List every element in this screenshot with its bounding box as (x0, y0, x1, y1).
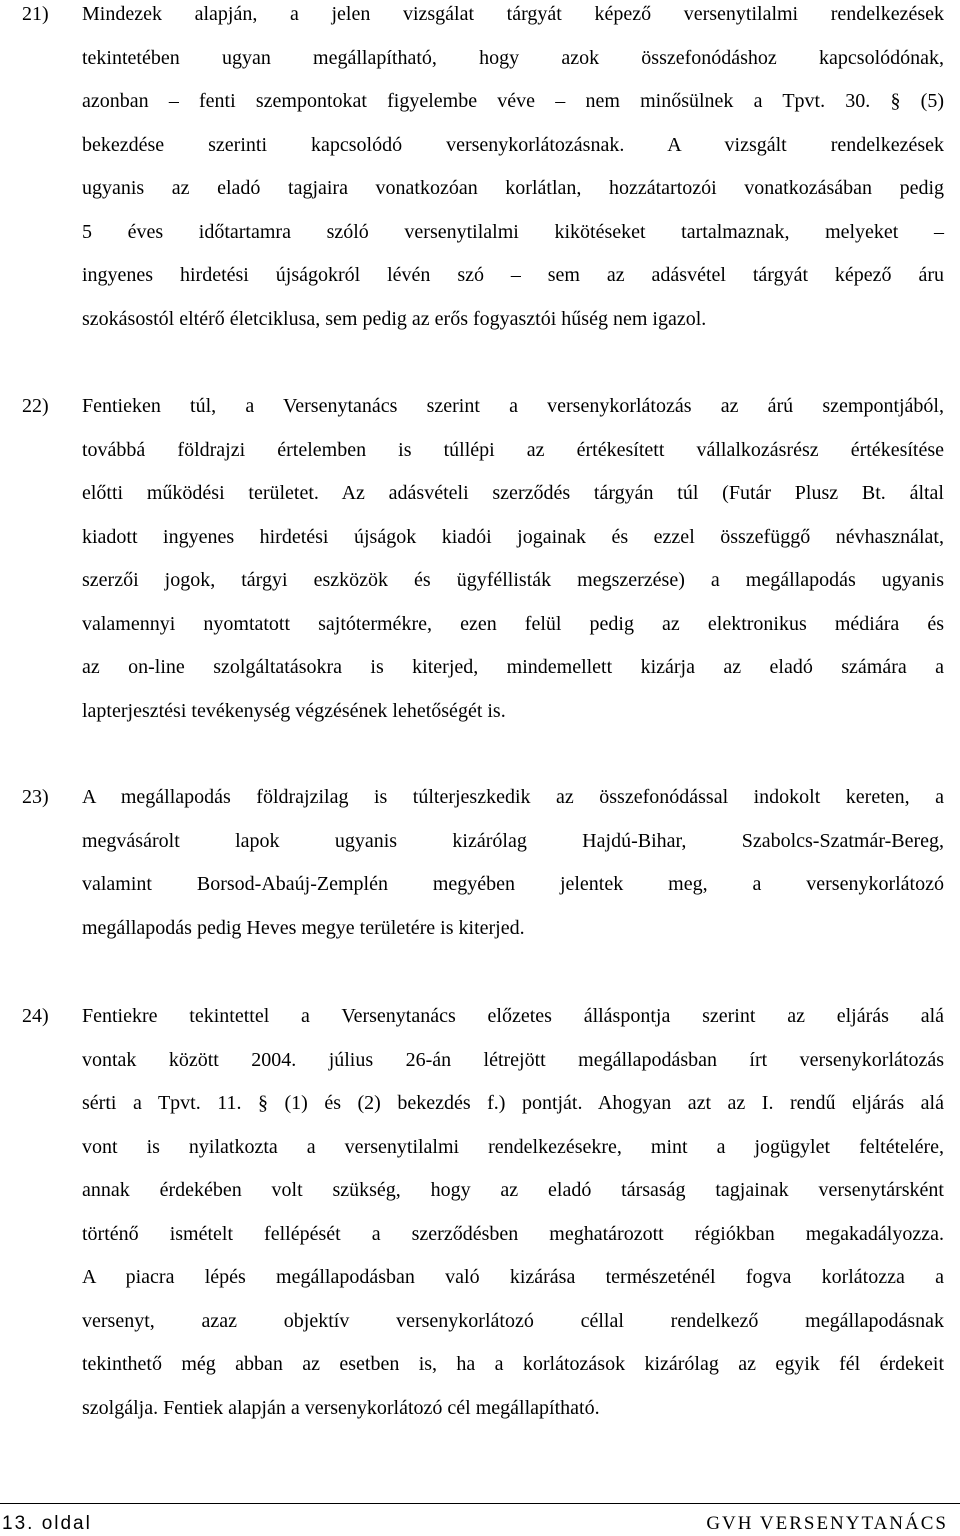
paragraph-line: azonban – fenti szempontokat figyelembe véve – nem minősülnek a Tpvt. 30. § (5) (82, 90, 944, 112)
paragraph-line: ugyanis az eladó tagjaira vonatkozóan korlátlan, hozzátartozói vonatkozásában pedig (82, 177, 944, 199)
paragraph-line: versenyt, azaz objektív versenykorlátozó céllal rendelkező megállapodásnak (82, 1309, 944, 1332)
paragraph-line: valamint Borsod-Abaúj-Zemplén megyében jelentek meg, a versenykorlátozó (82, 873, 944, 895)
paragraph-line: Fentieken túl, a Versenytanács szerint a versenykorlátozás az árú szempontjából, (82, 395, 944, 417)
paragraph-line: előtti működési területet. Az adásvételi szerződés tárgyán túl (Futár Plusz Bt. által (82, 482, 944, 504)
paragraph-line: megállapodás pedig Heves megye területére is kiterjed. (82, 916, 525, 939)
paragraph-line: A piacra lépés megállapodásban való kizárása természeténél fogva korlátozza a (82, 1266, 944, 1288)
paragraph-line: az on-line szolgáltatásokra is kiterjed, mindemellett kizárja az eladó számára a (82, 656, 944, 678)
paragraph-line: történő ismételt fellépését a szerződésben meghatározott régiókban megakadályozza. (82, 1222, 944, 1245)
paragraph-line: szolgálja. Fentiek alapján a versenykorlátozó cél megállapítható. (82, 1396, 600, 1419)
footer-divider (0, 1503, 960, 1504)
paragraph-line: vontak között 2004. július 26-án létrejött megállapodásban írt versenykorlátozás (82, 1048, 944, 1071)
paragraph-number: 22) (22, 395, 49, 417)
paragraph-number: 21) (22, 3, 49, 25)
paragraph-line: kiadott ingyenes hirdetési újságok kiadói jogainak és ezzel összefüggő névhasználat, (82, 525, 944, 548)
paragraph-line: tekinthető még abban az esetben is, ha a korlátozások kizárólag az egyik fél érdekeit (82, 1353, 944, 1375)
footer-issuer: GVH VERSENYTANÁCS (706, 1513, 948, 1534)
paragraph-line: továbbá földrajzi értelemben is túllépi az értékesített vállalkozásrész értékesítése (82, 438, 944, 461)
paragraph-line: szerzői jogok, tárgyi eszközök és ügyféllisták megszerzése) a megállapodás ugyanis (82, 569, 944, 591)
paragraph-number: 23) (22, 786, 49, 808)
paragraph-line: Mindezek alapján, a jelen vizsgálat tárgyát képező versenytilalmi rendelkezések (82, 3, 944, 25)
paragraph-line: lapterjesztési tevékenység végzésének lehetőségét is. (82, 699, 506, 722)
paragraph-line: tekintetében ugyan megállapítható, hogy azok összefonódáshoz kapcsolódónak, (82, 46, 944, 69)
paragraph-line: sérti a Tpvt. 11. § (1) és (2) bekezdés f.) pontját. Ahogyan azt az I. rendű eljárás alá (82, 1092, 944, 1114)
paragraph-line: bekezdése szerinti kapcsolódó versenykorlátozásnak. A vizsgált rendelkezések (82, 133, 944, 156)
paragraph-line: annak érdekében volt szükség, hogy az eladó társaság tagjainak versenytársként (82, 1179, 944, 1201)
paragraph-line: ingyenes hirdetési újságokról lévén szó – sem az adásvétel tárgyát képező áru (82, 264, 944, 286)
paragraph-line: A megállapodás földrajzilag is túlterjeszkedik az összefonódással indokolt kereten, a (82, 786, 944, 808)
paragraph-number: 24) (22, 1005, 49, 1027)
paragraph-line: szokásostól eltérő életciklusa, sem pedig az erős fogyasztói hűség nem igazol. (82, 307, 707, 330)
footer-page-number: 13. oldal (2, 1513, 92, 1534)
paragraph-line: vont is nyilatkozta a versenytilalmi rendelkezésekre, mint a jogügylet feltételére, (82, 1135, 944, 1158)
paragraph-line: valamennyi nyomtatott sajtótermékre, ezen felül pedig az elektronikus médiára és (82, 612, 944, 635)
paragraph-line: Fentiekre tekintettel a Versenytanács előzetes álláspontja szerint az eljárás alá (82, 1005, 944, 1027)
paragraph-line: 5 éves időtartamra szóló versenytilalmi kikötéseket tartalmaznak, melyeket – (82, 220, 944, 243)
paragraph-line: megvásárolt lapok ugyanis kizárólag Hajdú-Bihar, Szabolcs-Szatmár-Bereg, (82, 829, 944, 852)
